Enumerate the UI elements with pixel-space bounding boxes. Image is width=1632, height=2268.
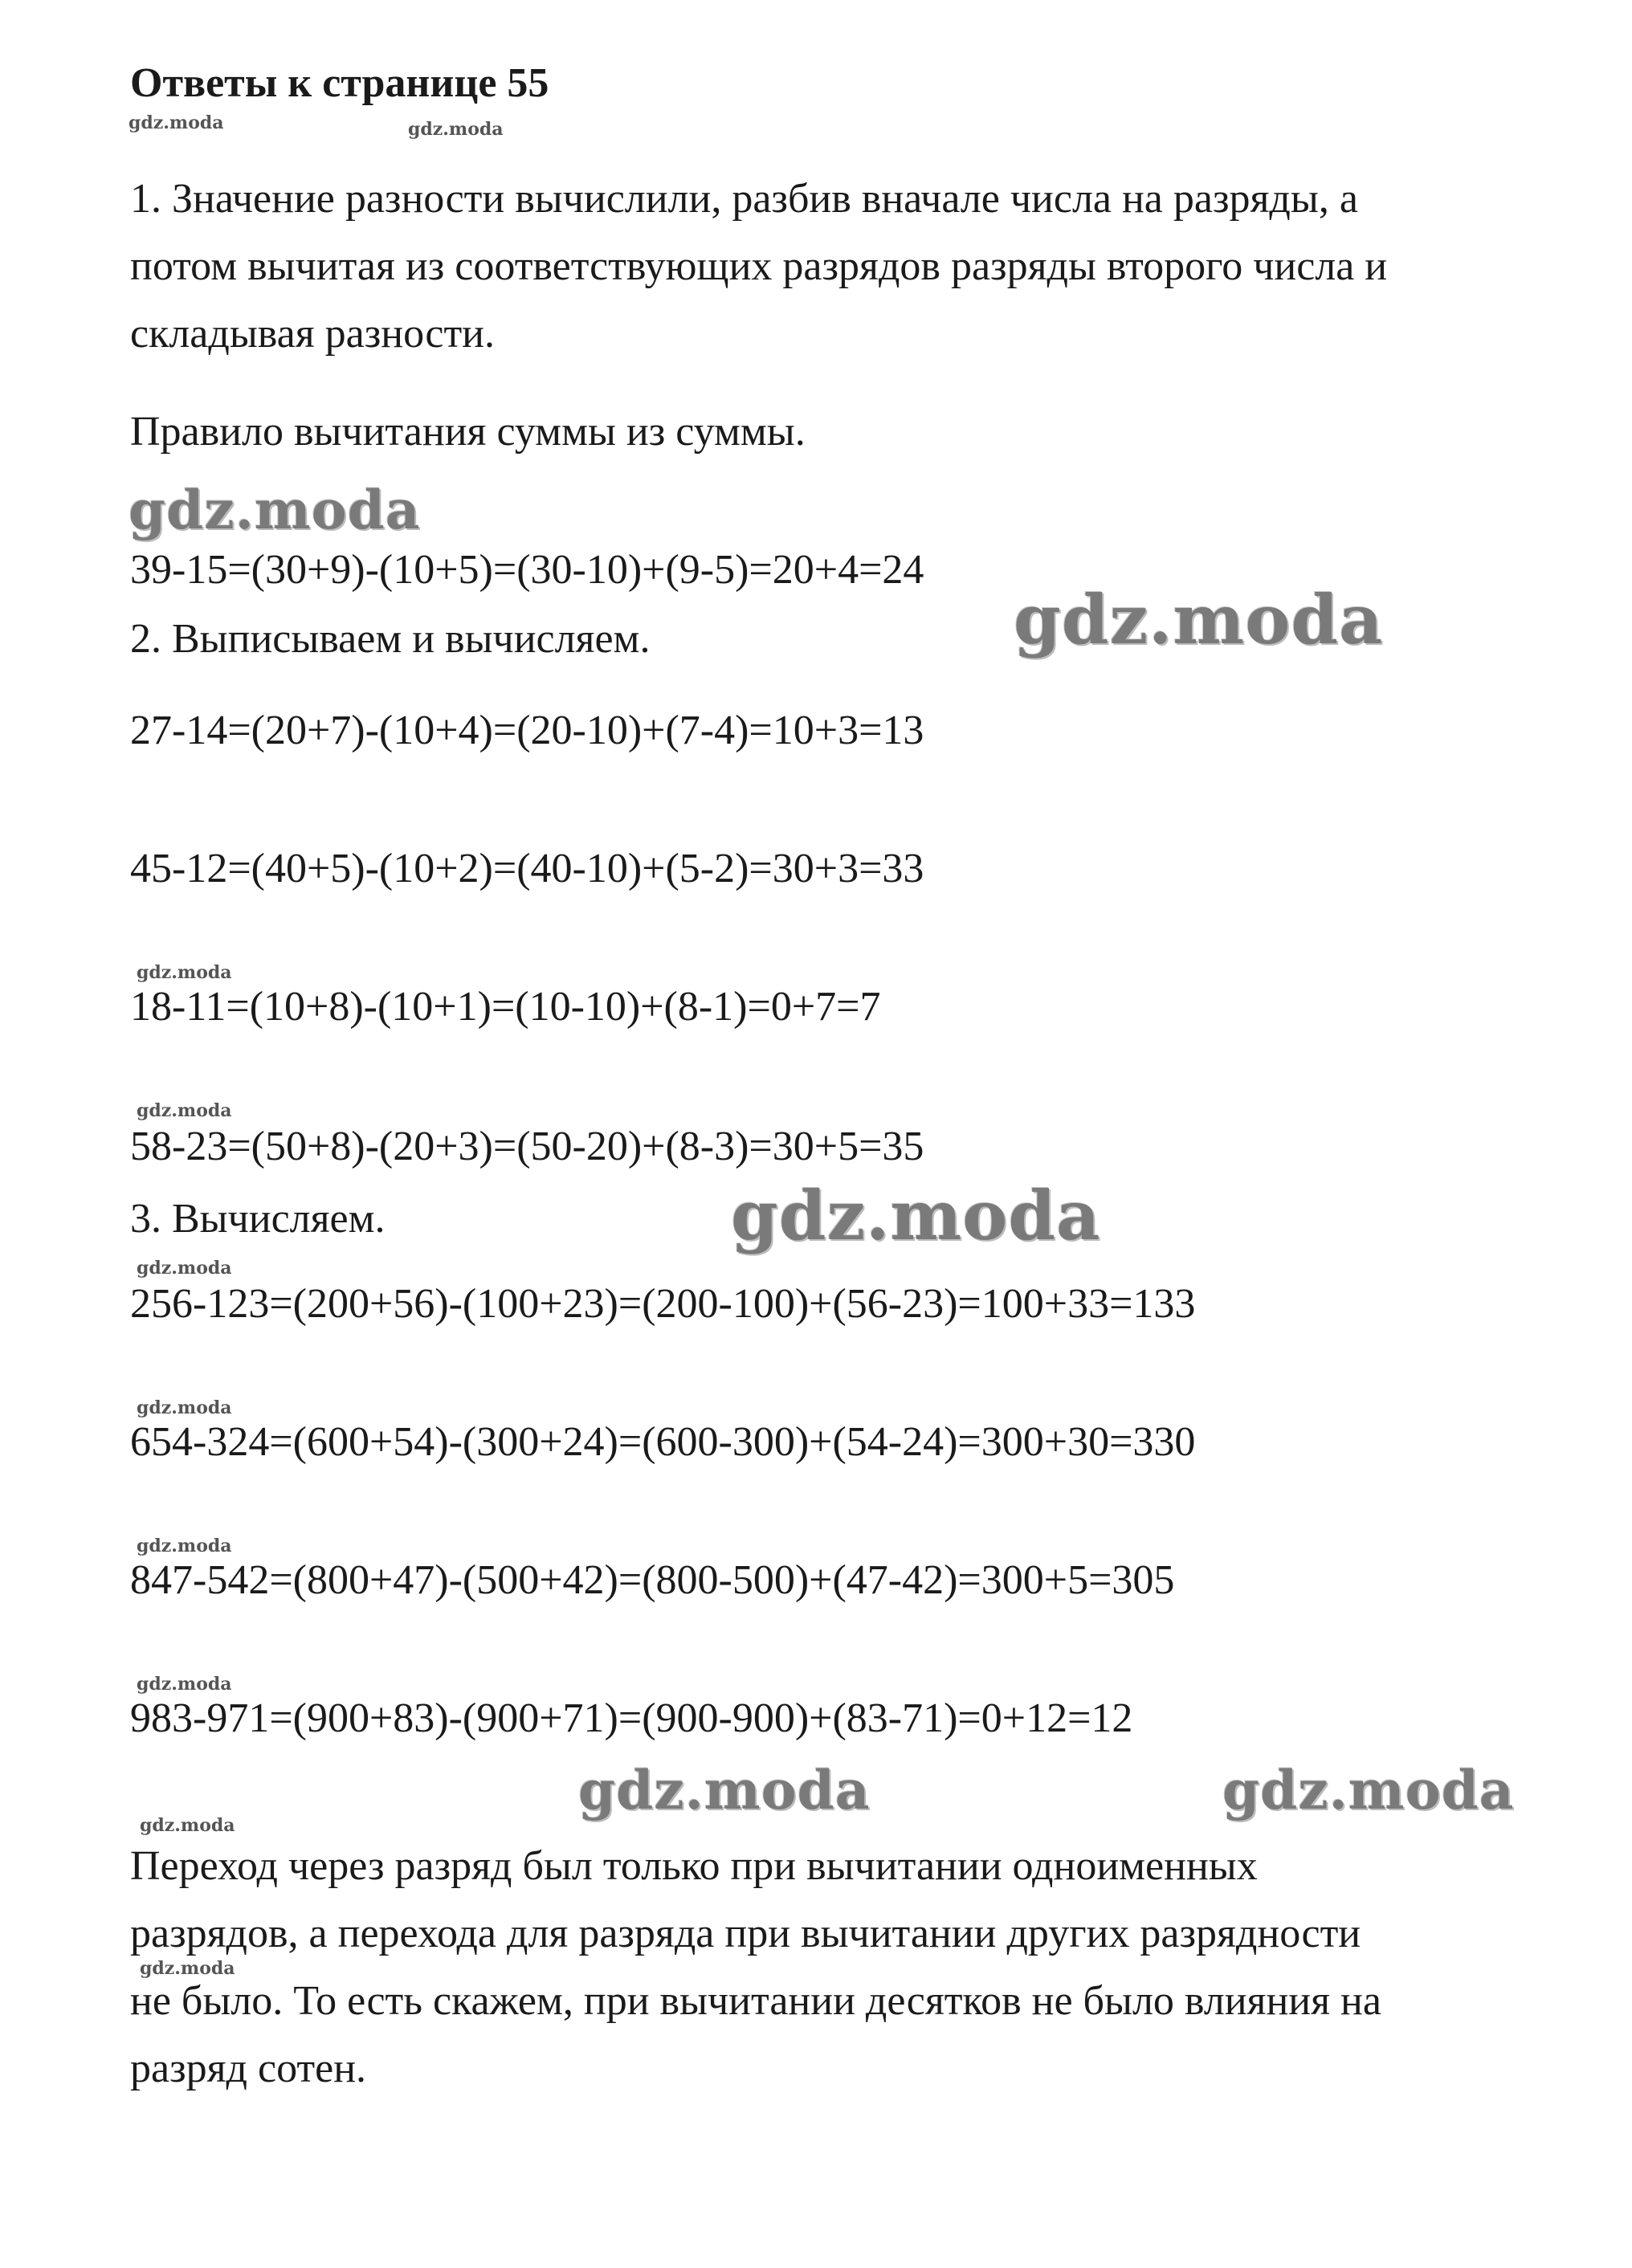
- task2-heading: 2. Выписываем и вычисляем.: [130, 616, 651, 662]
- conclusion-line-4: разряд сотен.: [130, 2046, 367, 2091]
- watermark: gdz.moda: [137, 1397, 232, 1418]
- watermark: gdz.moda: [129, 479, 421, 541]
- page-title: Ответы к странице 55: [130, 60, 549, 106]
- task3-equation: 654-324=(600+54)-(300+24)=(600-300)+(54-24)=300+30=330: [130, 1419, 1196, 1465]
- task1-rule: Правило вычитания суммы из суммы.: [130, 409, 806, 455]
- watermark: gdz.moda: [137, 1100, 232, 1121]
- task3-equation: 256-123=(200+56)-(100+23)=(200-100)+(56-23)=100+33=133: [130, 1281, 1196, 1327]
- task2-equation: 27-14=(20+7)-(10+4)=(20-10)+(7-4)=10+3=13: [130, 708, 924, 753]
- watermark: gdz.moda: [137, 962, 232, 983]
- task2-equation: 58-23=(50+8)-(20+3)=(50-20)+(8-3)=30+5=35: [130, 1124, 924, 1169]
- watermark: gdz.moda: [1014, 580, 1384, 659]
- watermark: gdz.moda: [129, 112, 224, 133]
- task3-equation: 847-542=(800+47)-(500+42)=(800-500)+(47-42)=300+5=305: [130, 1557, 1175, 1603]
- task3-heading: 3. Вычисляем.: [130, 1196, 386, 1242]
- watermark: gdz.moda: [731, 1176, 1101, 1255]
- task1-line-1: 1. Значение разности вычислили, разбив вначале числа на разряды, а: [130, 176, 1358, 222]
- watermark: gdz.moda: [140, 1958, 235, 1979]
- conclusion-line-2: разрядов, а перехода для разряда при вычитании других разрядности: [130, 1911, 1361, 1956]
- watermark: gdz.moda: [140, 1815, 235, 1836]
- watermark: gdz.moda: [1222, 1759, 1515, 1821]
- watermark: gdz.moda: [137, 1258, 232, 1279]
- watermark: gdz.moda: [578, 1759, 871, 1821]
- task1-line-3: складывая разности.: [130, 311, 496, 357]
- watermark: gdz.moda: [137, 1536, 232, 1556]
- task1-line-2: потом вычитая из соответствующих разрядов разряды второго числа и: [130, 243, 1388, 289]
- watermark: gdz.moda: [408, 119, 504, 140]
- task1-example: 39-15=(30+9)-(10+5)=(30-10)+(9-5)=20+4=24: [130, 547, 924, 593]
- watermark: gdz.moda: [137, 1674, 232, 1695]
- conclusion-line-1: Переход через разряд был только при вычитании одноименных: [130, 1843, 1258, 1889]
- task2-equation: 18-11=(10+8)-(10+1)=(10-10)+(8-1)=0+7=7: [130, 984, 881, 1030]
- conclusion-line-3: не было. То есть скажем, при вычитании десятков не было влияния на: [130, 1978, 1381, 2024]
- task3-equation: 983-971=(900+83)-(900+71)=(900-900)+(83-71)=0+12=12: [130, 1695, 1133, 1741]
- task2-equation: 45-12=(40+5)-(10+2)=(40-10)+(5-2)=30+3=33: [130, 846, 924, 891]
